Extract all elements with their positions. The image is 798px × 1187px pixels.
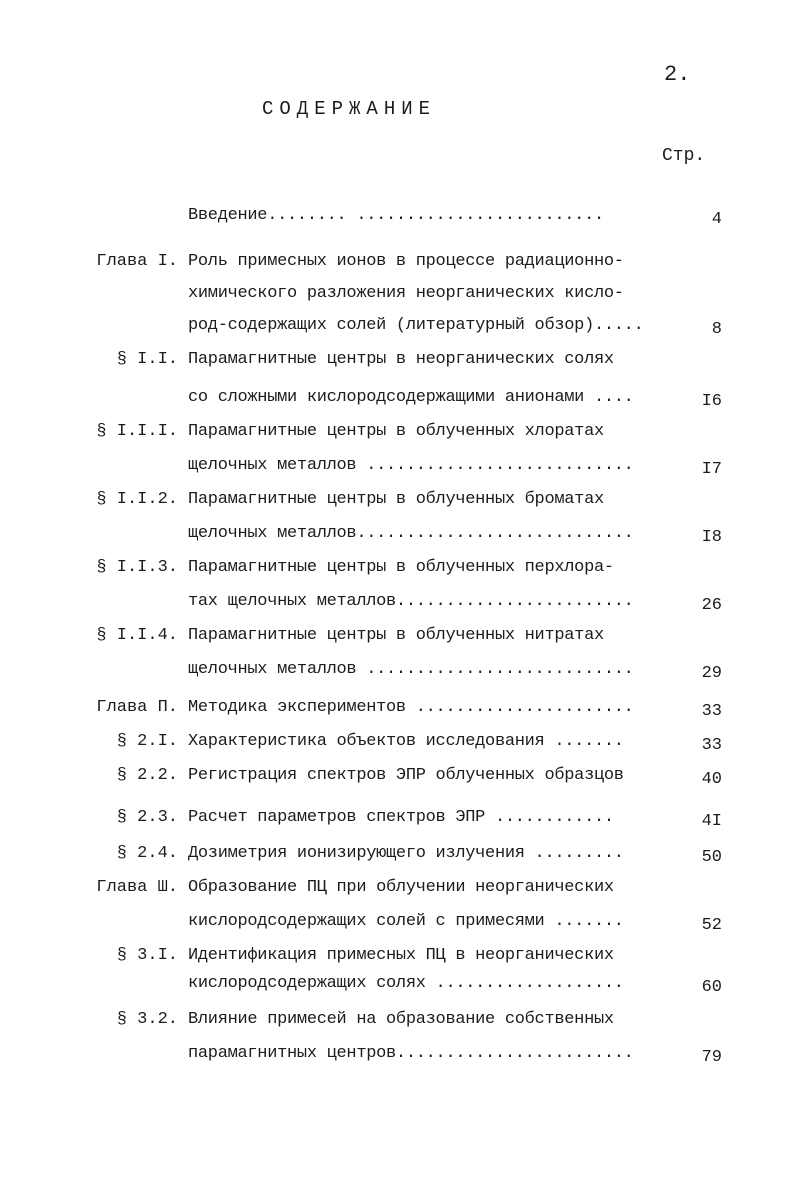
toc-entry-title-line: Методика экспериментов ...................... <box>188 698 634 717</box>
toc-entry-title-line: Образование ПЦ при облучении неорганических <box>188 878 614 897</box>
page-number: 2. <box>664 62 691 87</box>
toc-entry-page-number: 50 <box>701 848 722 867</box>
toc-entry-title-line: Введение........ ......................... <box>188 206 604 225</box>
toc-entry-title-line: Дозиметрия ионизирующего излучения ......... <box>188 844 624 863</box>
toc-entry-title-line: со сложными кислородсодержащими анионами .... <box>188 388 634 407</box>
toc-entry-title-line: Парамагнитные центры в облученных нитратах <box>188 626 604 645</box>
toc-entry-title-line: кислородсодержащих солей с примесями ....... <box>188 912 624 931</box>
toc-entry-page-number: 79 <box>701 1048 722 1067</box>
toc-entry-page-number: 29 <box>701 664 722 683</box>
toc-entry-page-number: 4 <box>711 210 722 229</box>
toc-entry-page-number: I8 <box>701 528 722 547</box>
toc-entry-title-line: щелочных металлов ........................... <box>188 660 634 679</box>
toc-entry-title-line: Парамагнитные центры в неорганических солях <box>188 350 614 369</box>
toc-entry-label: Глава Ш. <box>96 878 178 897</box>
toc-entry-title-line: Парамагнитные центры в облученных хлоратах <box>188 422 604 441</box>
page-column-label: Стр. <box>662 146 706 166</box>
toc-entry-label: § 3.2. <box>116 1010 178 1029</box>
toc-entry-page-number: 60 <box>701 978 722 997</box>
toc-entry-title-line: парамагнитных центров........................ <box>188 1044 634 1063</box>
toc-entry-title-line: химического разложения неорганических кисло- <box>188 284 624 303</box>
toc-entry-label: § 3.I. <box>116 946 178 965</box>
toc-entry-page-number: 33 <box>701 702 722 721</box>
toc-entry-title-line: Парамагнитные центры в облученных броматах <box>188 490 604 509</box>
toc-entry-page-number: 40 <box>701 770 722 789</box>
toc-entry-label: § 2.2. <box>116 766 178 785</box>
toc-entry-label: § 2.I. <box>116 732 178 751</box>
toc-entry-label: Глава I. <box>96 252 178 271</box>
toc-entry-title-line: Характеристика объектов исследования ....... <box>188 732 624 751</box>
toc-entry-label: Глава П. <box>96 698 178 717</box>
toc-entry-label: § I.I.2. <box>96 490 178 509</box>
toc-entry-page-number: I6 <box>701 392 722 411</box>
toc-entry-title-line: тах щелочных металлов........................ <box>188 592 634 611</box>
page-title: СОДЕРЖАНИЕ <box>262 98 437 120</box>
toc-entry-page-number: 52 <box>701 916 722 935</box>
toc-entry-title-line: щелочных металлов............................ <box>188 524 634 543</box>
toc-entry-title-line: Влияние примесей на образование собственных <box>188 1010 614 1029</box>
toc-entry-title-line: род-содержащих солей (литературный обзор)..... <box>188 316 644 335</box>
toc-entry-title-line: Роль примесных ионов в процессе радиационно- <box>188 252 624 271</box>
toc-entry-label: § 2.4. <box>116 844 178 863</box>
toc-entry-title-line: Регистрация спектров ЭПР облученных образцов <box>188 766 624 785</box>
toc-entry-label: § I.I.3. <box>96 558 178 577</box>
toc-entry-page-number: 4I <box>701 812 722 831</box>
toc-entry-title-line: Парамагнитные центры в облученных перхлора- <box>188 558 614 577</box>
toc-entry-label: § I.I.4. <box>96 626 178 645</box>
toc-entry-label: § I.I. <box>116 350 178 369</box>
toc-entry-title-line: кислородсодержащих солях ................... <box>188 974 624 993</box>
toc-entry-label: § I.I.I. <box>96 422 178 441</box>
toc-entry-page-number: 33 <box>701 736 722 755</box>
toc-entry-title-line: Расчет параметров спектров ЭПР ............ <box>188 808 614 827</box>
toc-entry-page-number: 26 <box>701 596 722 615</box>
toc-entry-title-line: щелочных металлов ........................... <box>188 456 634 475</box>
toc-entry-label: § 2.3. <box>116 808 178 827</box>
toc-entry-page-number: I7 <box>701 460 722 479</box>
toc-entry-title-line: Идентификация примесных ПЦ в неорганических <box>188 946 614 965</box>
toc-entry-page-number: 8 <box>711 320 722 339</box>
